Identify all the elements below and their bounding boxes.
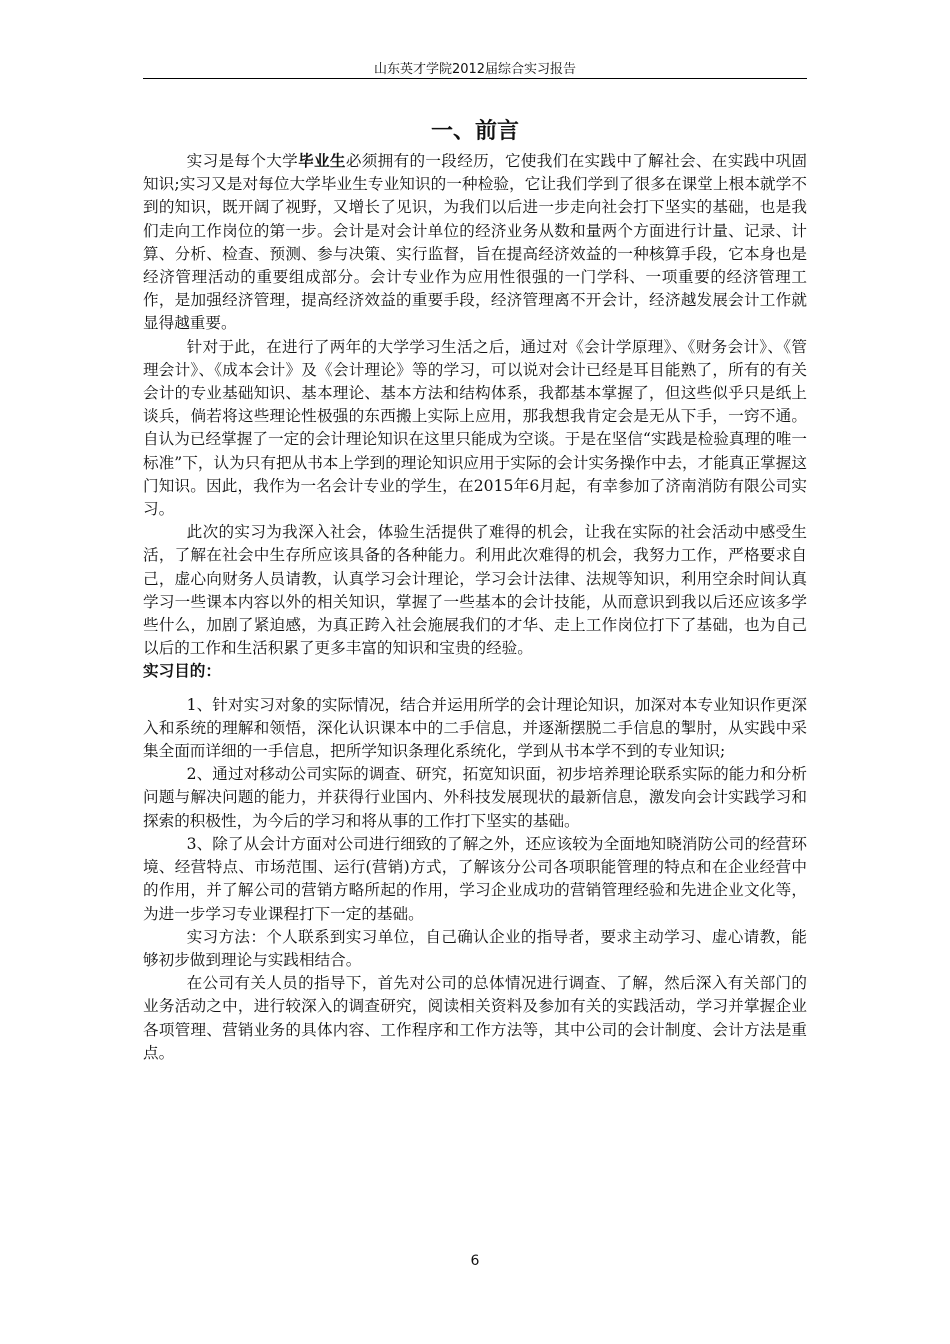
running-header: 山东英才学院2012届综合实习报告 [373,62,577,77]
purpose-item-3: 3、除了从会计方面对公司进行细致的了解之外，还应该较为全面地知晓消防公司的经营环境、经营特点、市场范围、运行(营销)方式，了解该分公司各项职能管理的特点和在企业经营中的作用，并了解公司的营销方略所起的作用，学习企业成功的营销管理经验和先进企业文化等，为进一步学习专业课程打下一定的基础。 [143,834,807,923]
paragraph-intro-lead: 实习是每个大学 [186,152,299,170]
paragraph-process: 在公司有关人员的指导下，首先对公司的总体情况进行调查、了解，然后深入有关部门的业务活动之中，进行较深入的调查研究，阅读相关资料及参加有关的实践活动，学习并掌握企业各项管理、营销业务的具体内容、工作程序和工作方法等，其中公司的会计制度、会计方法是重点。 [143,974,807,1062]
paragraph-opportunity: 此次的实习为我深入社会，体验生活提供了难得的机会，让我在实际的社会活动中感受生活，了解在社会中生存所应该具备的各种能力。利用此次难得的机会，我努力工作，严格要求自己，虚心向财务人员请教，认真学习会计理论，学习会计法律、法规等知识，利用空余时间认真学习一些课本内容以外的相关知识，掌握了一些基本的会计技能，从而意识到我以后还应该多学些什么，加剧了紧迫感，为真正跨入社会施展我们的才华、走上工作岗位打下了基础，也为自己以后的工作和生活积累了更多丰富的知识和宝贵的经验。 [143,523,807,658]
spacer [143,684,807,694]
paragraph-study: 针对于此，在进行了两年的大学学习生活之后，通过对《会计学原理》、《财务会计》、《管理会计》、《成本会计》及《会计理论》等的学习，可以说对会计已经是耳目能熟了，所有的有关会计的专业基础知识、基本理论、基本方法和结构体系，我都基本掌握了，但这些似乎只是纸上谈兵，倘若将这些理论性极强的东西搬上实际上应用，那我想我肯定会是无从下手，一窍不通。自认为已经掌握了一定的会计理论知识在这里只能成为空谈。于是在坚信“实践是检验真理的唯一标准”下，认为只有把从书本上学到的理论知识应用于实际的会计实务操作中去，才能真正掌握这门知识。因此，我作为一名会计专业的学生，在2015年6月起，有幸参加了济南消防有限公司实习。 [143,337,807,519]
emphasis-graduate: 毕业生 [298,152,346,170]
body-text [143,150,807,1065]
paragraph-method: 实习方法：个人联系到实习单位，自己确认企业的指导者，要求主动学习、虚心请教，能够初步做到理论与实践相结合。 [143,927,807,969]
section-title: 一、前言 [430,119,519,144]
purpose-heading: 实习目的： [143,662,221,681]
purpose-item-1: 1、针对实习对象的实际情况，结合并运用所学的会计理论知识，加深对本专业知识作更深入和系统的理解和领悟，深化认识课本中的二手信息，并逐渐摆脱二手信息的掣肘，从实践中采集全面而详细的一手信息，把所学知识条理化系统化，学到从书本学不到的专业知识; [143,695,807,761]
purpose-item-2: 2、通过对移动公司实际的调查、研究，拓宽知识面，初步培养理论联系实际的能力和分析问题与解决问题的能力，并获得行业国内、外科技发展现状的最新信息，激发向会计实践学习和探索的积极性，为今后的学习和将从事的工作打下坚实的基础。 [143,765,807,830]
page-number: 6 [470,1253,480,1269]
paragraph-intro [143,150,807,336]
header-rule [143,78,807,79]
paragraph-intro-rest: 必须拥有的一段经历，它使我们在实践中了解社会、在实践中巩固知识;实习又是对每位大学毕业生专业知识的一种检验，它让我们学到了很多在课堂上根本就学不到的知识，既开阔了视野，又增长了见识，为我们以后进一步走向社会打下坚实的基础，也是我们走向工作岗位的第一步。会计是对会计单位的经济业务从数和量两个方面进行计量、记录、计算、分析、检查、预测、参与决策、实行监督，旨在提高经济效益的一种核算手段，它本身也是经济管理活动的重要组成部分。会计专业作为应用性很强的一门学科、一项重要的经济管理工作，是加强经济管理，提高经济效益的重要手段，经济管理离不开会计，经济越发展会计工作就显得越重要。 [143,152,807,333]
